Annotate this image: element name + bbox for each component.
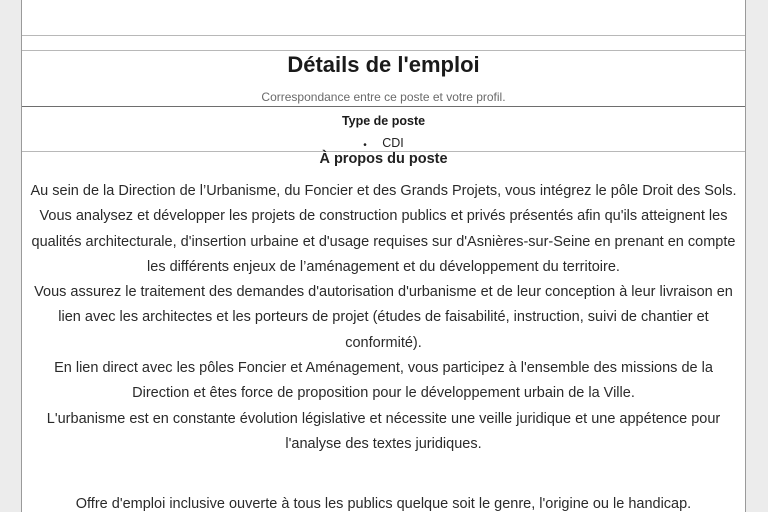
divider xyxy=(22,106,745,107)
description-line: L'urbanisme est en constante évolution législative et nécessite une veille juridique et une appétence pour xyxy=(46,410,721,427)
job-type-value: CDI xyxy=(382,136,404,150)
divider xyxy=(22,35,745,36)
job-type-label: Type de poste xyxy=(341,114,426,128)
inclusive-note: Offre d'emploi inclusive ouverte à tous les publics quelque soit le genre, l'origine ou le handicap. xyxy=(75,496,692,512)
bullet-icon: • xyxy=(363,140,367,151)
job-type-list xyxy=(22,136,745,150)
description-line: Au sein de la Direction de l’Urbanisme, du Foncier et des Grands Projets, vous intégrez le pôle Droit des Sols. xyxy=(30,183,737,199)
about-title: À propos du poste xyxy=(319,151,448,167)
description-line: Vous assurez le traitement des demandes d'autorisation d'urbanisme et de leur conception à leur livraison en xyxy=(34,284,733,301)
job-description xyxy=(22,179,745,457)
page-title: Détails de l'emploi xyxy=(287,52,480,77)
match-subtitle: Correspondance entre ce poste et votre profil. xyxy=(261,90,506,104)
description-line: l'analyse des textes juridiques. xyxy=(285,435,482,452)
description-line: lien avec les architectes et les porteurs de projet (études de faisabilité, instruction, suivi de chantier et xyxy=(58,309,709,326)
description-line: les différents enjeux de l’aménagement et du développement du territoire. xyxy=(147,258,620,275)
job-details-page xyxy=(21,0,746,512)
description-line: conformité). xyxy=(345,334,422,351)
description-line: Vous analysez et développer les projets de construction publics et privés présentés afin qu'ils atteignent les xyxy=(39,208,728,225)
divider xyxy=(22,50,745,51)
description-line: En lien direct avec les pôles Foncier et Aménagement, vous participez à l'ensemble des missions de la xyxy=(54,360,713,377)
description-line: Direction et êtes force de proposition pour le développement urbain de la Ville. xyxy=(132,385,635,402)
description-line: qualités architecturale, d'insertion urbaine et d'usage requises sur d'Asnières-sur-Seine en prenant en compte xyxy=(31,233,736,250)
job-type-item xyxy=(22,136,745,150)
